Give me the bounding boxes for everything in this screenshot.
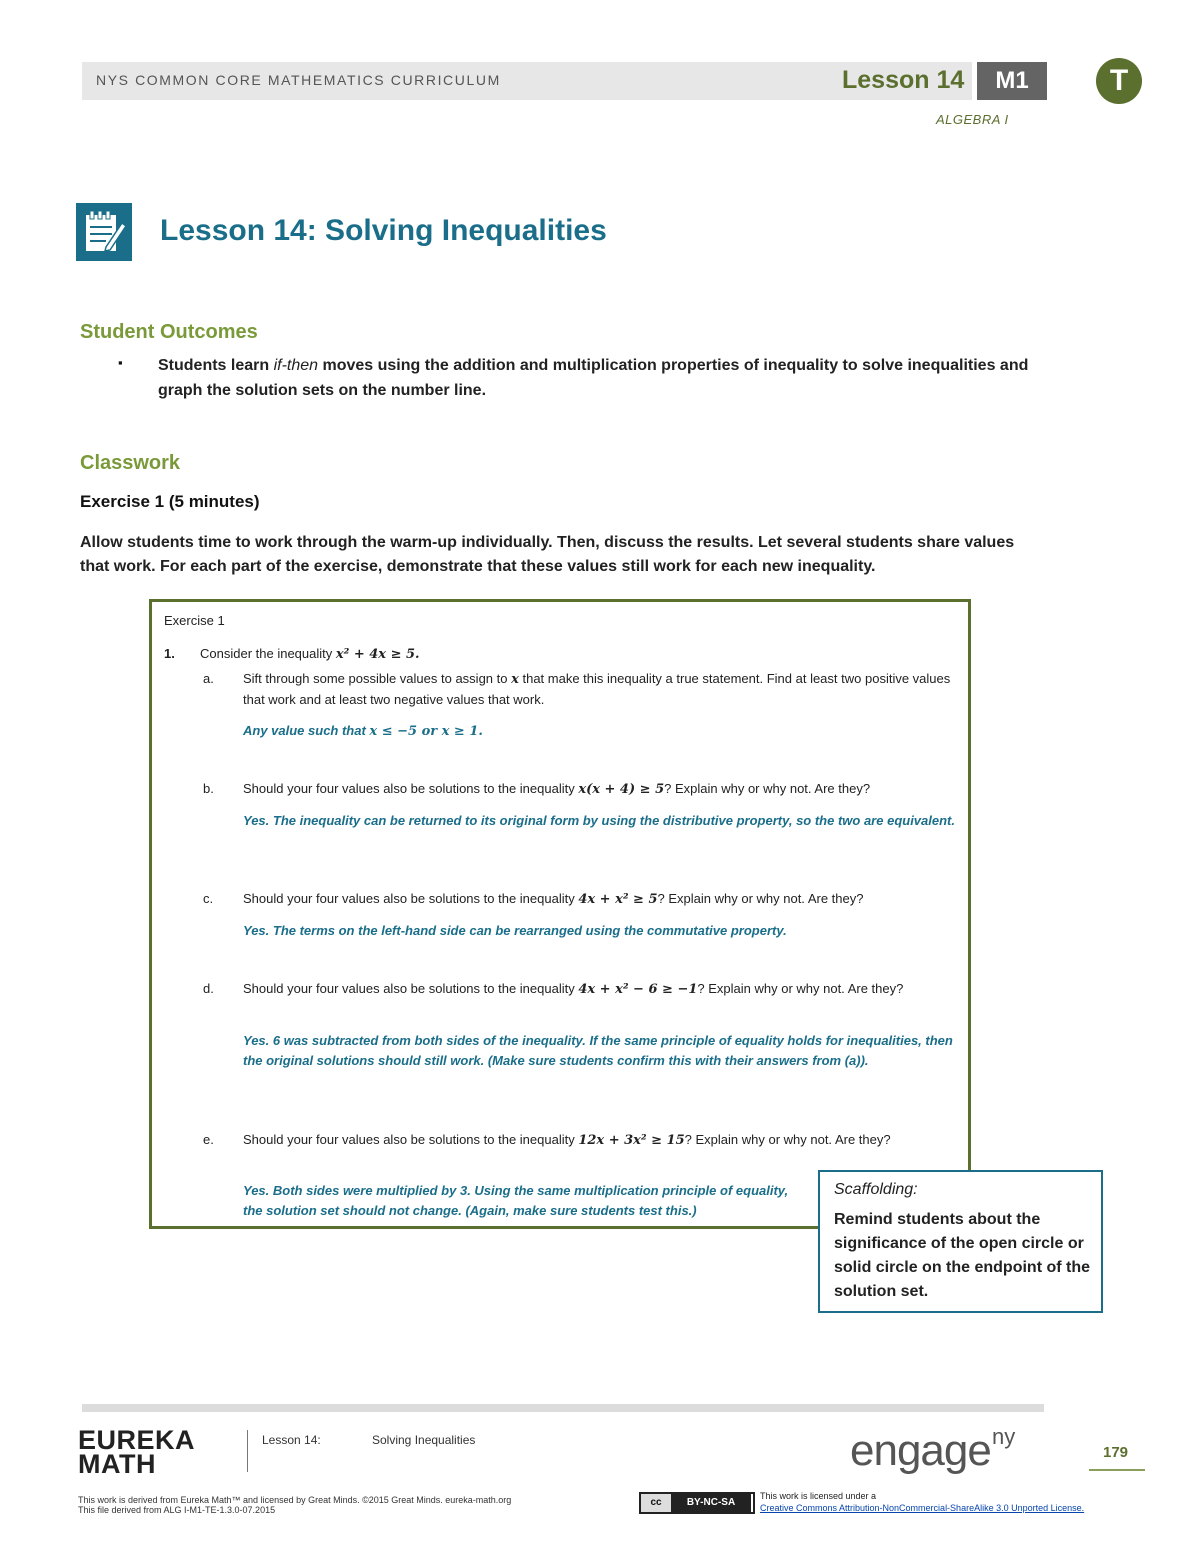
scaffolding-heading: Scaffolding: [834, 1181, 918, 1198]
teacher-badge: T [1096, 58, 1142, 104]
cc-icon: cc [641, 1494, 671, 1512]
license-text: This work is licensed under a Creative Commons Attribution-NonCommercial-ShareAlike 3.0 Unported License. [760, 1491, 1085, 1513]
footer-lesson-title: Solving Inequalities [372, 1433, 476, 1447]
part-label: a. [203, 671, 214, 686]
subject-label: ALGEBRA I [936, 112, 1009, 127]
part-question: Should your four values also be solutions to the inequality 4x + x² − 6 ≥ −1? Explain why or why not. Are they? [243, 981, 904, 997]
part-label: c. [203, 891, 214, 906]
part-label: e. [203, 1132, 214, 1147]
outcome-text: Students learn if-then moves using the addition and multiplication properties of inequality to solve inequalities and graph the solution sets on the number line. [158, 357, 1029, 399]
outcomes-heading: Student Outcomes [80, 321, 258, 343]
page-number-underline [1089, 1469, 1145, 1471]
curriculum-title: NYS COMMON CORE MATHEMATICS CURRICULUM [96, 72, 501, 88]
part-question: Should your four values also be solutions to the inequality x(x + 4) ≥ 5? Explain why or why not. Are they? [243, 781, 871, 797]
footer-lesson-label: Lesson 14: [262, 1433, 321, 1447]
exercise-box-title: Exercise 1 [164, 613, 225, 628]
bullet-icon: ▪ [118, 355, 123, 370]
part-answer: Yes. The inequality can be returned to its original form by using the distributive property, so the two are equivalent. [243, 813, 955, 828]
part-answer: Yes. Both sides were multiplied by 3. Using the same multiplication principle of equality, the solution set should not change. (Again, make sure students test this.) [243, 1183, 789, 1218]
footer-divider [82, 1404, 1044, 1412]
footer-credit: This work is derived from Eureka Math™ and licensed by Great Minds. ©2015 Great Minds. eureka-math.org This file derived from ALG I-M1-TE-1.3.0-07.2015 [78, 1495, 512, 1515]
part-label: d. [203, 981, 214, 996]
question-text: Consider the inequality x² + 4x ≥ 5. [200, 646, 420, 662]
license-link[interactable]: Creative Commons Attribution-NonCommercial-ShareAlike 3.0 Unported License. [760, 1503, 1085, 1513]
scaffolding-text: Remind students about the significance of the open circle or solid circle on the endpoint of the solution set. [834, 1211, 1091, 1300]
module-badge: M1 [977, 62, 1047, 100]
footer-separator [247, 1430, 248, 1472]
engageny-logo: engage [850, 1426, 991, 1475]
lesson-label: Lesson 14 [842, 66, 965, 94]
lesson-notepad-icon [76, 203, 132, 261]
eureka-math-logo: EUREKA MATH [78, 1425, 196, 1479]
classwork-heading: Classwork [80, 452, 181, 474]
part-answer: Yes. 6 was subtracted from both sides of the inequality. If the same principle of equality holds for inequalities, then the original solutions should still work. (Make sure students confirm this with their answers from (a)). [243, 1033, 953, 1068]
page-title: Lesson 14: Solving Inequalities [160, 214, 607, 247]
engageny-logo-ny: ny [992, 1424, 1016, 1449]
part-answer: Any value such that x ≤ −5 or x ≥ 1. [243, 723, 483, 739]
part-answer: Yes. The terms on the left-hand side can be rearranged using the commutative property. [243, 923, 787, 938]
cc-badge-text: BY-NC-SA [671, 1494, 751, 1512]
part-question: Should your four values also be solutions to the inequality 12x + 3x² ≥ 15? Explain why or why not. Are they? [243, 1132, 891, 1148]
page-number: 179 [1103, 1444, 1129, 1461]
part-question: Sift through some possible values to assign to x that make this inequality a true statement. Find at least two positive values that work and at least two negative values that work. [243, 671, 951, 707]
question-number: 1. [164, 646, 175, 661]
part-question: Should your four values also be solutions to the inequality 4x + x² ≥ 5? Explain why or why not. Are they? [243, 891, 864, 907]
exercise-intro: Allow students time to work through the warm-up individually. Then, discuss the results. Let several students share values that work. For each part of the exercise, demonstrate that these values still work for each new inequality. [80, 534, 1015, 575]
exercise-heading: Exercise 1 (5 minutes) [80, 492, 260, 511]
part-label: b. [203, 781, 214, 796]
